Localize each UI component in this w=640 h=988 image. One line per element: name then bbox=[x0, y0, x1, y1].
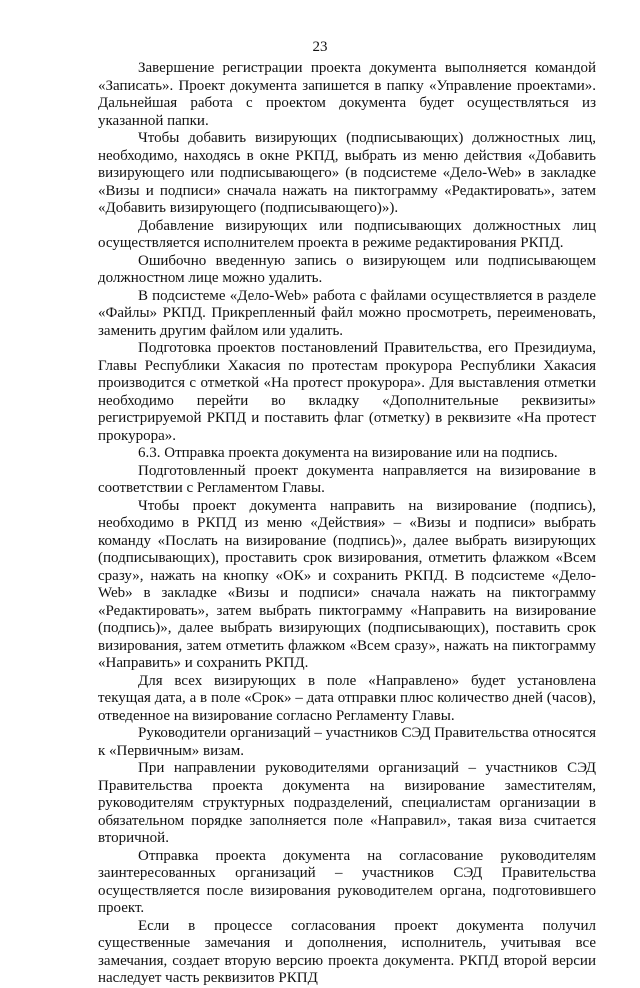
paragraph-add-signers: Чтобы добавить визирующих (подписывающих) должностных лиц, необходимо, находясь в окне РКПД, выбрать из меню действия «Добавить визирующего или подписывающего» (в подсистеме «Дело-Web» в закладке «Визы и подписи» сначала нажать на пиктограмму «Редактировать», затем «Добавить визирующего (подписывающего)»). bbox=[98, 130, 596, 216]
page-number: 23 bbox=[312, 39, 328, 55]
paragraph-secondary-visa: При направлении руководителями организаций – участников СЭД Правительства проекта документа на визирование заместителям, руководителям структурных подразделений, специалистам организации в обязательном порядке заполняется поле «Направил», такая виза считается вторичной. bbox=[98, 760, 596, 846]
paragraph-sending-for-agreement: Отправка проекта документа на согласование руководителям заинтересованных организаций – участников СЭД Правительства осуществляется после визирования руководителем органа, подготовившего проект. bbox=[98, 847, 596, 916]
section-heading-6-3: 6.3. Отправка проекта документа на визирование или на подпись. bbox=[138, 445, 558, 461]
paragraph-project-sent-for-approval: Подготовленный проект документа направляется на визирование в соответствии с Регламентом Главы. bbox=[98, 462, 596, 496]
paragraph-prosecutor-protest: Подготовка проектов постановлений Правительства, его Президиума, Главы Республики Хакасия по протестам прокурора Республики Хакасия производится с отметкой «На протест прокурора». Для выставления отметки необходимо перейти во вкладку «Дополнительные реквизиты» регистрируемой РКПД и поставить флаг (отметку) в реквизите «На протест прокурора». bbox=[98, 340, 596, 444]
paragraph-adding-by-executor: Добавление визирующих или подписывающих должностных лиц осуществляется исполнителем проекта в режиме редактирования РКПД. bbox=[98, 217, 596, 251]
paragraph-dates-set: Для всех визирующих в поле «Направлено» будет установлена текущая дата, а в поле «Срок» – дата отправки плюс количество дней (часов), отведенное на визирование согласно Регламенту Главы. bbox=[98, 672, 596, 724]
paragraph-files-section: В подсистеме «Дело-Web» работа с файлами осуществляется в разделе «Файлы» РКПД. Прикрепленный файл можно просмотреть, переименовать, заменить другим файлом или удалить. bbox=[98, 287, 596, 339]
paragraph-second-version: Если в процессе согласования проект документа получил существенные замечания и дополнения, исполнитель, учитывая все замечания, создает вторую версию проекта документа. РКПД второй версии наследует часть реквизитов РКПД bbox=[98, 917, 596, 986]
paragraph-registration-complete: Завершение регистрации проекта документа выполняется командой «Записать». Проект документа запишется в папку «Управление проектами». Дальнейшая работа с проектом документа будет осуществляться из указанной папки. bbox=[98, 60, 596, 129]
document-body bbox=[98, 60, 596, 988]
paragraph-primary-visas: Руководители организаций – участников СЭД Правительства относятся к «Первичным» визам. bbox=[98, 725, 596, 759]
paragraph-delete-entry: Ошибочно введенную запись о визирующем или подписывающем должностном лице можно удалить. bbox=[98, 252, 596, 286]
paragraph-send-procedure: Чтобы проект документа направить на визирование (подпись), необходимо в РКПД из меню «Действия» – «Визы и подписи» выбрать команду «Послать на визирование (подпись)», далее выбрать визирующих (подписывающих), проставить срок визирования, отметить флажком «Всем сразу», нажать на кнопку «ОК» и сохранить РКПД. В подсистеме «Дело-Web» в закладке «Визы и подписи» сначала нажать на пиктограмму «Редактировать», затем выбрать пиктограмму «Направить на визирование (подпись)», далее выбрать визирующих (подписывающих), поставить срок визирования, затем отметить флажком «Всем сразу», нажать на пиктограмму «Направить» и сохранить РКПД. bbox=[98, 497, 596, 671]
